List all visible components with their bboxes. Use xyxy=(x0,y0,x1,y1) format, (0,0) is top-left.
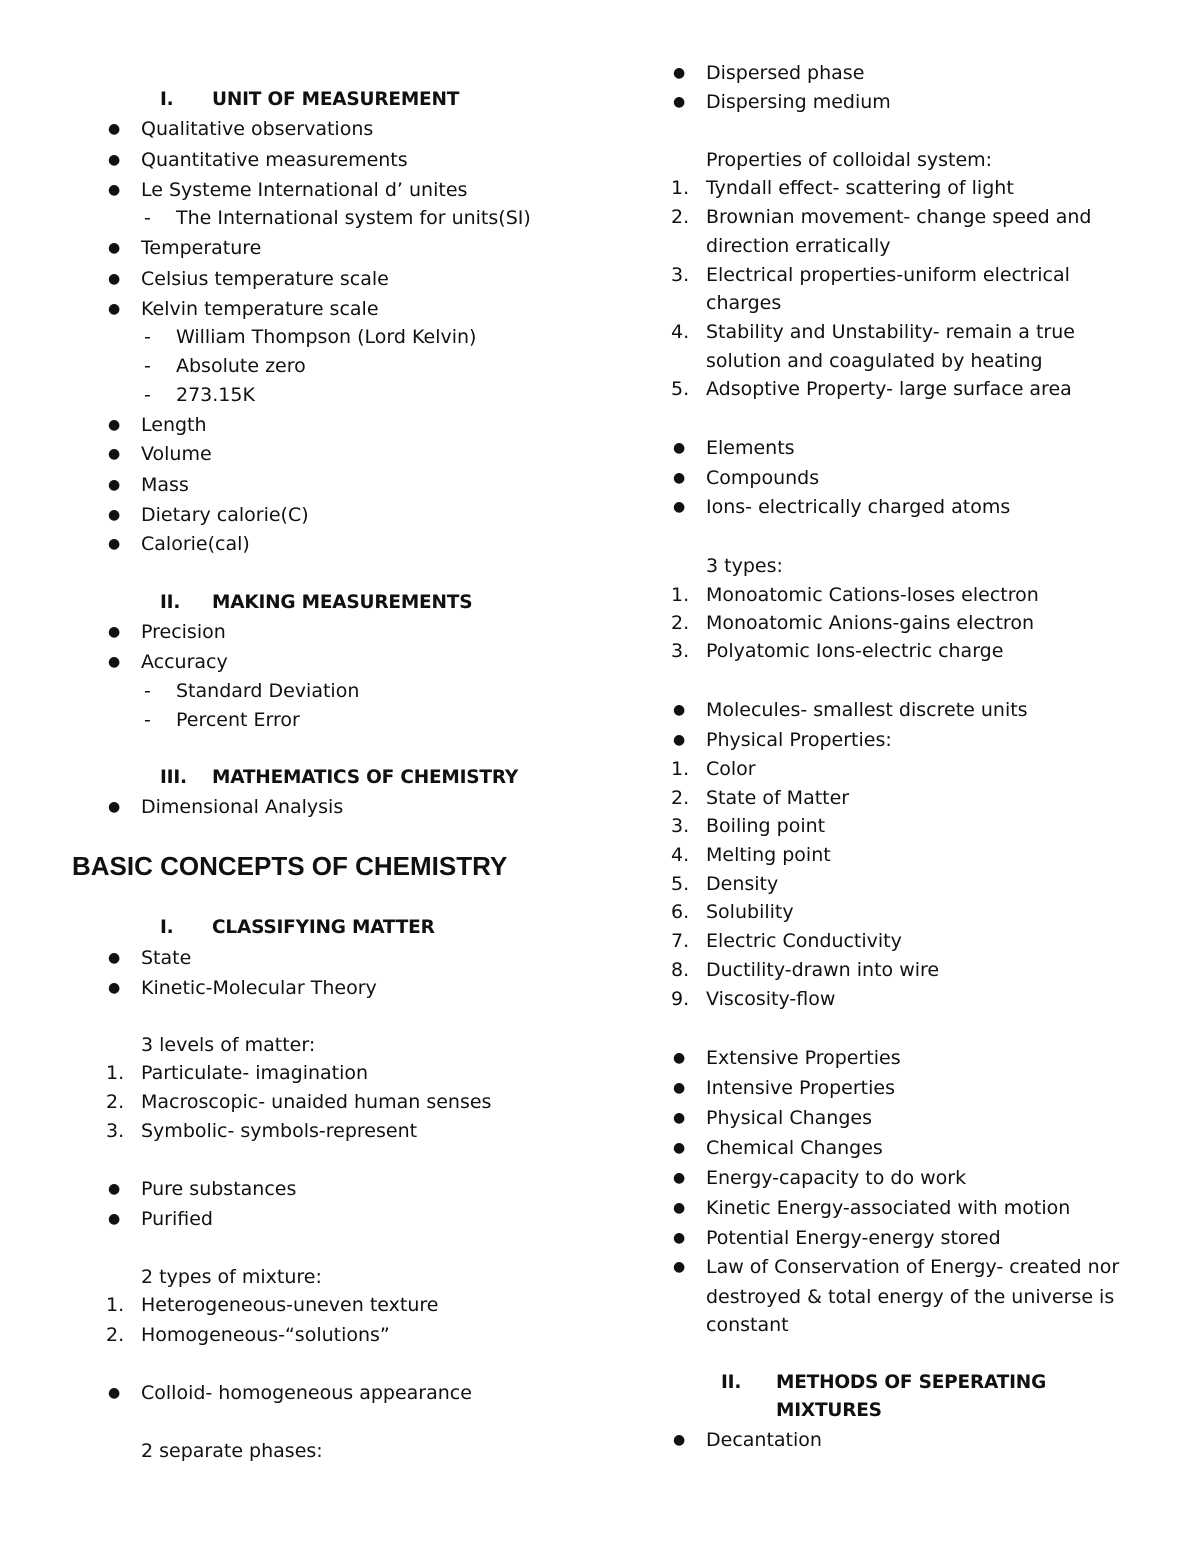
list-item-text: Dispersing medium xyxy=(706,91,891,113)
bullet-icon: ● xyxy=(108,654,121,670)
numbered-item-text: Adsoptive Property- large surface area xyxy=(706,378,1072,400)
bullet-icon: ● xyxy=(108,507,121,523)
list-item-text: Kinetic-Molecular Theory xyxy=(141,977,377,999)
sub-list-item-text: 273.15K xyxy=(176,384,255,406)
list-item-text: Colloid- homogeneous appearance xyxy=(141,1382,472,1404)
item-number: 2. xyxy=(106,1091,125,1113)
heading-numeral: III. xyxy=(160,767,187,788)
paragraph-text: 3 types: xyxy=(706,555,783,577)
dash-icon: - xyxy=(144,207,151,229)
section-title: BASIC CONCEPTS OF CHEMISTRY xyxy=(72,851,508,881)
list-item-text: State xyxy=(141,947,192,969)
bullet-icon: ● xyxy=(673,732,686,748)
list-item-text: Dispersed phase xyxy=(706,62,865,84)
heading-text: UNIT OF MEASUREMENT xyxy=(212,89,460,110)
dash-icon: - xyxy=(144,709,151,731)
item-number: 8. xyxy=(671,959,690,981)
bullet-icon: ● xyxy=(108,121,121,137)
bullet-icon: ● xyxy=(673,94,686,110)
item-number: 2. xyxy=(671,206,690,228)
list-item-text: Extensive Properties xyxy=(706,1047,901,1069)
bullet-icon: ● xyxy=(108,1181,121,1197)
bullet-icon: ● xyxy=(108,1385,121,1401)
list-item-text: Purified xyxy=(141,1208,213,1230)
numbered-item-text: Melting point xyxy=(706,844,831,866)
bullet-icon: ● xyxy=(673,1080,686,1096)
item-number: 2. xyxy=(671,612,690,634)
numbered-item-text: Heterogeneous-uneven texture xyxy=(141,1294,439,1316)
bullet-icon: ● xyxy=(108,417,121,433)
numbered-item-text: Tyndall effect- scattering of light xyxy=(706,177,1014,199)
dash-icon: - xyxy=(144,680,151,702)
dash-icon: - xyxy=(144,384,151,406)
list-item-text: Compounds xyxy=(706,467,820,489)
list-item-text: Energy-capacity to do work xyxy=(706,1167,967,1189)
sub-list-item-text: Percent Error xyxy=(176,709,300,731)
numbered-item-text: Brownian movement- change speed and xyxy=(706,206,1092,228)
sub-list-item-text: The International system for units(SI) xyxy=(176,207,531,229)
list-item-text: Potential Energy-energy stored xyxy=(706,1227,1001,1249)
dash-icon: - xyxy=(144,326,151,348)
heading-numeral: I. xyxy=(160,89,174,110)
item-number: 1. xyxy=(671,177,690,199)
numbered-item-text: Viscosity-flow xyxy=(706,988,836,1010)
item-number: 7. xyxy=(671,930,690,952)
numbered-item-text: Solubility xyxy=(706,901,794,923)
bullet-icon: ● xyxy=(108,1211,121,1227)
list-item-text: Volume xyxy=(141,443,212,465)
item-number: 4. xyxy=(671,844,690,866)
list-item-text: Quantitative measurements xyxy=(141,149,408,171)
numbered-item-text: Monoatomic Cations-loses electron xyxy=(706,584,1039,606)
heading-text: METHODS OF SEPERATING xyxy=(776,1372,1047,1393)
heading-numeral: II. xyxy=(160,592,181,613)
numbered-item-text: Homogeneous-“solutions” xyxy=(141,1324,390,1346)
paragraph-text: solution and coagulated by heating xyxy=(706,350,1043,372)
bullet-icon: ● xyxy=(673,65,686,81)
item-number: 6. xyxy=(671,901,690,923)
list-item-text: Molecules- smallest discrete units xyxy=(706,699,1028,721)
list-item-text: Length xyxy=(141,414,207,436)
list-item-text: Le Systeme International d’ unites xyxy=(141,179,468,201)
numbered-item-text: Color xyxy=(706,758,756,780)
list-item-text: Dietary calorie(C) xyxy=(141,504,309,526)
item-number: 1. xyxy=(106,1294,125,1316)
bullet-icon: ● xyxy=(108,950,121,966)
item-number: 5. xyxy=(671,378,690,400)
item-number: 3. xyxy=(671,640,690,662)
list-item-text: Physical Changes xyxy=(706,1107,872,1129)
item-number: 3. xyxy=(671,815,690,837)
heading-numeral: II. xyxy=(721,1372,742,1393)
numbered-item-text: Particulate- imagination xyxy=(141,1062,369,1084)
list-item-text: Mass xyxy=(141,474,189,496)
paragraph-text: charges xyxy=(706,292,782,314)
bullet-icon: ● xyxy=(673,499,686,515)
bullet-icon: ● xyxy=(673,1200,686,1216)
list-item-text: Pure substances xyxy=(141,1178,297,1200)
bullet-icon: ● xyxy=(108,980,121,996)
list-item-text: Calorie(cal) xyxy=(141,533,250,555)
paragraph-text: destroyed & total energy of the universe is xyxy=(706,1286,1115,1308)
list-item-text: Elements xyxy=(706,437,795,459)
paragraph-text: 2 separate phases: xyxy=(141,1440,323,1462)
list-item-text: Precision xyxy=(141,621,226,643)
numbered-item-text: Electric Conductivity xyxy=(706,930,902,952)
bullet-icon: ● xyxy=(673,1050,686,1066)
numbered-item-text: Stability and Unstability- remain a true xyxy=(706,321,1075,343)
heading-text: CLASSIFYING MATTER xyxy=(212,917,435,938)
item-number: 1. xyxy=(671,758,690,780)
bullet-icon: ● xyxy=(108,240,121,256)
paragraph-text: constant xyxy=(706,1314,789,1336)
bullet-icon: ● xyxy=(673,1140,686,1156)
list-item-text: Decantation xyxy=(706,1429,822,1451)
heading-text: MIXTURES xyxy=(776,1400,882,1421)
list-item-text: Kelvin temperature scale xyxy=(141,298,379,320)
item-number: 3. xyxy=(106,1120,125,1142)
bullet-icon: ● xyxy=(673,1170,686,1186)
list-item-text: Kinetic Energy-associated with motion xyxy=(706,1197,1071,1219)
bullet-icon: ● xyxy=(108,152,121,168)
sub-list-item-text: William Thompson (Lord Kelvin) xyxy=(176,326,477,348)
heading-text: MATHEMATICS OF CHEMISTRY xyxy=(212,767,519,788)
bullet-icon: ● xyxy=(108,301,121,317)
bullet-icon: ● xyxy=(673,440,686,456)
list-item-text: Law of Conservation of Energy- created nor xyxy=(706,1256,1120,1278)
heading-numeral: I. xyxy=(160,917,174,938)
numbered-item-text: Polyatomic Ions-electric charge xyxy=(706,640,1004,662)
item-number: 3. xyxy=(671,264,690,286)
dash-icon: - xyxy=(144,355,151,377)
bullet-icon: ● xyxy=(108,271,121,287)
numbered-item-text: Macroscopic- unaided human senses xyxy=(141,1091,492,1113)
bullet-icon: ● xyxy=(108,446,121,462)
numbered-item-text: Symbolic- symbols-represent xyxy=(141,1120,418,1142)
list-item-text: Ions- electrically charged atoms xyxy=(706,496,1011,518)
bullet-icon: ● xyxy=(108,536,121,552)
item-number: 2. xyxy=(671,787,690,809)
list-item-text: Accuracy xyxy=(141,651,228,673)
bullet-icon: ● xyxy=(108,624,121,640)
numbered-item-text: State of Matter xyxy=(706,787,850,809)
list-item-text: Physical Properties: xyxy=(706,729,892,751)
paragraph-text: 3 levels of matter: xyxy=(141,1034,316,1056)
item-number: 5. xyxy=(671,873,690,895)
item-number: 4. xyxy=(671,321,690,343)
heading-text: MAKING MEASUREMENTS xyxy=(212,592,473,613)
bullet-icon: ● xyxy=(673,470,686,486)
bullet-icon: ● xyxy=(673,1432,686,1448)
bullet-icon: ● xyxy=(108,799,121,815)
bullet-icon: ● xyxy=(673,1110,686,1126)
item-number: 2. xyxy=(106,1324,125,1346)
list-item-text: Chemical Changes xyxy=(706,1137,883,1159)
numbered-item-text: Density xyxy=(706,873,779,895)
item-number: 9. xyxy=(671,988,690,1010)
bullet-icon: ● xyxy=(673,1259,686,1275)
bullet-icon: ● xyxy=(673,1230,686,1246)
sub-list-item-text: Absolute zero xyxy=(176,355,306,377)
list-item-text: Celsius temperature scale xyxy=(141,268,389,290)
paragraph-text: 2 types of mixture: xyxy=(141,1266,322,1288)
list-item-text: Intensive Properties xyxy=(706,1077,895,1099)
paragraph-text: Properties of colloidal system: xyxy=(706,149,993,171)
item-number: 1. xyxy=(106,1062,125,1084)
numbered-item-text: Electrical properties-uniform electrical xyxy=(706,264,1070,286)
list-item-text: Qualitative observations xyxy=(141,118,374,140)
list-item-text: Temperature xyxy=(141,237,262,259)
bullet-icon: ● xyxy=(108,182,121,198)
sub-list-item-text: Standard Deviation xyxy=(176,680,360,702)
numbered-item-text: Monoatomic Anions-gains electron xyxy=(706,612,1034,634)
bullet-icon: ● xyxy=(673,702,686,718)
numbered-item-text: Ductility-drawn into wire xyxy=(706,959,940,981)
numbered-item-text: Boiling point xyxy=(706,815,826,837)
item-number: 1. xyxy=(671,584,690,606)
bullet-icon: ● xyxy=(108,477,121,493)
paragraph-text: direction erratically xyxy=(706,235,891,257)
list-item-text: Dimensional Analysis xyxy=(141,796,344,818)
